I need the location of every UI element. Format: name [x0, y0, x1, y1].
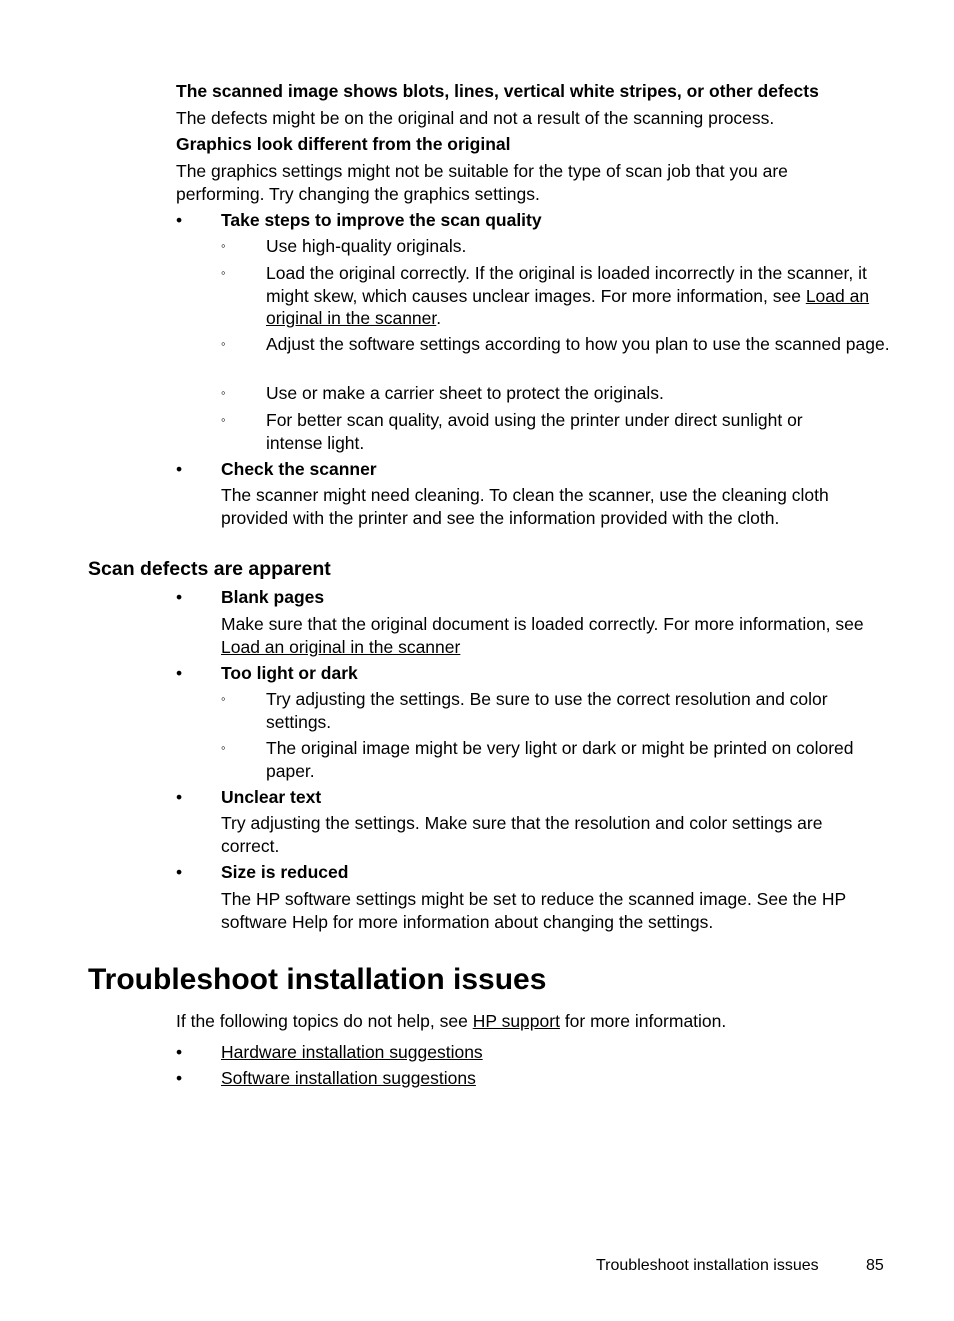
- para-graphics: The graphics settings might not be suitable for the type of scan job that you are performing. Try changing the graphics settings.: [176, 161, 788, 204]
- software-install-link[interactable]: Software installation suggestions: [221, 1068, 476, 1088]
- load-original-link-2[interactable]: Load an original in the scanner: [221, 636, 461, 657]
- sub-bullet: ◦: [221, 740, 226, 755]
- improve-item-3: Adjust the software settings according to how you plan to use the scanned page.: [266, 334, 890, 354]
- load-original-link[interactable]: Load an original in the scanner: [266, 285, 870, 328]
- sub-bullet: ◦: [221, 412, 226, 427]
- bullet: •: [176, 587, 183, 607]
- sub-bullet: ◦: [221, 336, 226, 351]
- sub-bullet: ◦: [221, 691, 226, 706]
- unclear-text: Try adjusting the settings. Make sure that the resolution and color settings are correct.: [221, 813, 823, 856]
- heading-defects: The scanned image shows blots, lines, vertical white stripes, or other defects: [176, 81, 819, 101]
- heading-graphics: Graphics look different from the original: [176, 134, 511, 154]
- sub-bullet: ◦: [221, 265, 226, 280]
- scan-defects-heading: Scan defects are apparent: [88, 558, 331, 580]
- para-defects: The defects might be on the original and not a result of the scanning process.: [176, 108, 775, 128]
- bullet: •: [176, 862, 183, 882]
- improve-item-2: [266, 262, 891, 330]
- bullet: •: [176, 210, 183, 230]
- hardware-install-link[interactable]: Hardware installation suggestions: [221, 1042, 483, 1062]
- bullet: •: [176, 459, 183, 479]
- improve-item-2-text: Load the original correctly. If the original is loaded incorrectly in the scanner, it might skew, which causes unclear images. For more information, see: [266, 263, 867, 306]
- unclear-title: Unclear text: [221, 787, 322, 807]
- check-text: The scanner might need cleaning. To clean the scanner, use the cleaning cloth provided with the printer and see the information provided with the cloth.: [221, 485, 829, 528]
- blank-title: Blank pages: [221, 587, 325, 607]
- install-intro-end: for more information.: [559, 1011, 727, 1031]
- install-intro-text: If the following topics do not help, see: [176, 1011, 473, 1031]
- page-title: Troubleshoot installation issues: [88, 963, 547, 996]
- bullet: •: [176, 663, 183, 683]
- footer-title: Troubleshoot installation issues: [596, 1257, 819, 1274]
- page-number: 85: [866, 1257, 884, 1274]
- sub-bullet: ◦: [221, 238, 226, 253]
- improve-item-4: Use or make a carrier sheet to protect the originals.: [266, 383, 664, 403]
- bullet: •: [176, 1042, 183, 1062]
- blank-text-body: Make sure that the original document is loaded correctly. For more information, see: [221, 614, 864, 634]
- bullet: •: [176, 787, 183, 807]
- sub-bullet: ◦: [221, 385, 226, 400]
- improve-item-2-end: .: [436, 308, 442, 328]
- bullet: •: [176, 1068, 183, 1088]
- light-dark-item-2: The original image might be very light or dark or might be printed on colored paper.: [266, 738, 854, 781]
- install-intro: [176, 1010, 726, 1033]
- check-title: Check the scanner: [221, 459, 377, 479]
- hp-support-link[interactable]: HP support: [472, 1011, 560, 1031]
- size-text: The HP software settings might be set to reduce the scanned image. See the HP software Help for more information about changing the settings.: [221, 889, 846, 932]
- light-dark-title: Too light or dark: [221, 663, 358, 683]
- light-dark-item-1: Try adjusting the settings. Be sure to use the correct resolution and color settings.: [266, 689, 828, 732]
- improve-item-5: For better scan quality, avoid using the printer under direct sunlight or intense light.: [266, 410, 803, 453]
- blank-text: [221, 613, 886, 658]
- size-title: Size is reduced: [221, 862, 349, 882]
- improve-title: Take steps to improve the scan quality: [221, 210, 542, 230]
- improve-item-1: Use high-quality originals.: [266, 236, 467, 256]
